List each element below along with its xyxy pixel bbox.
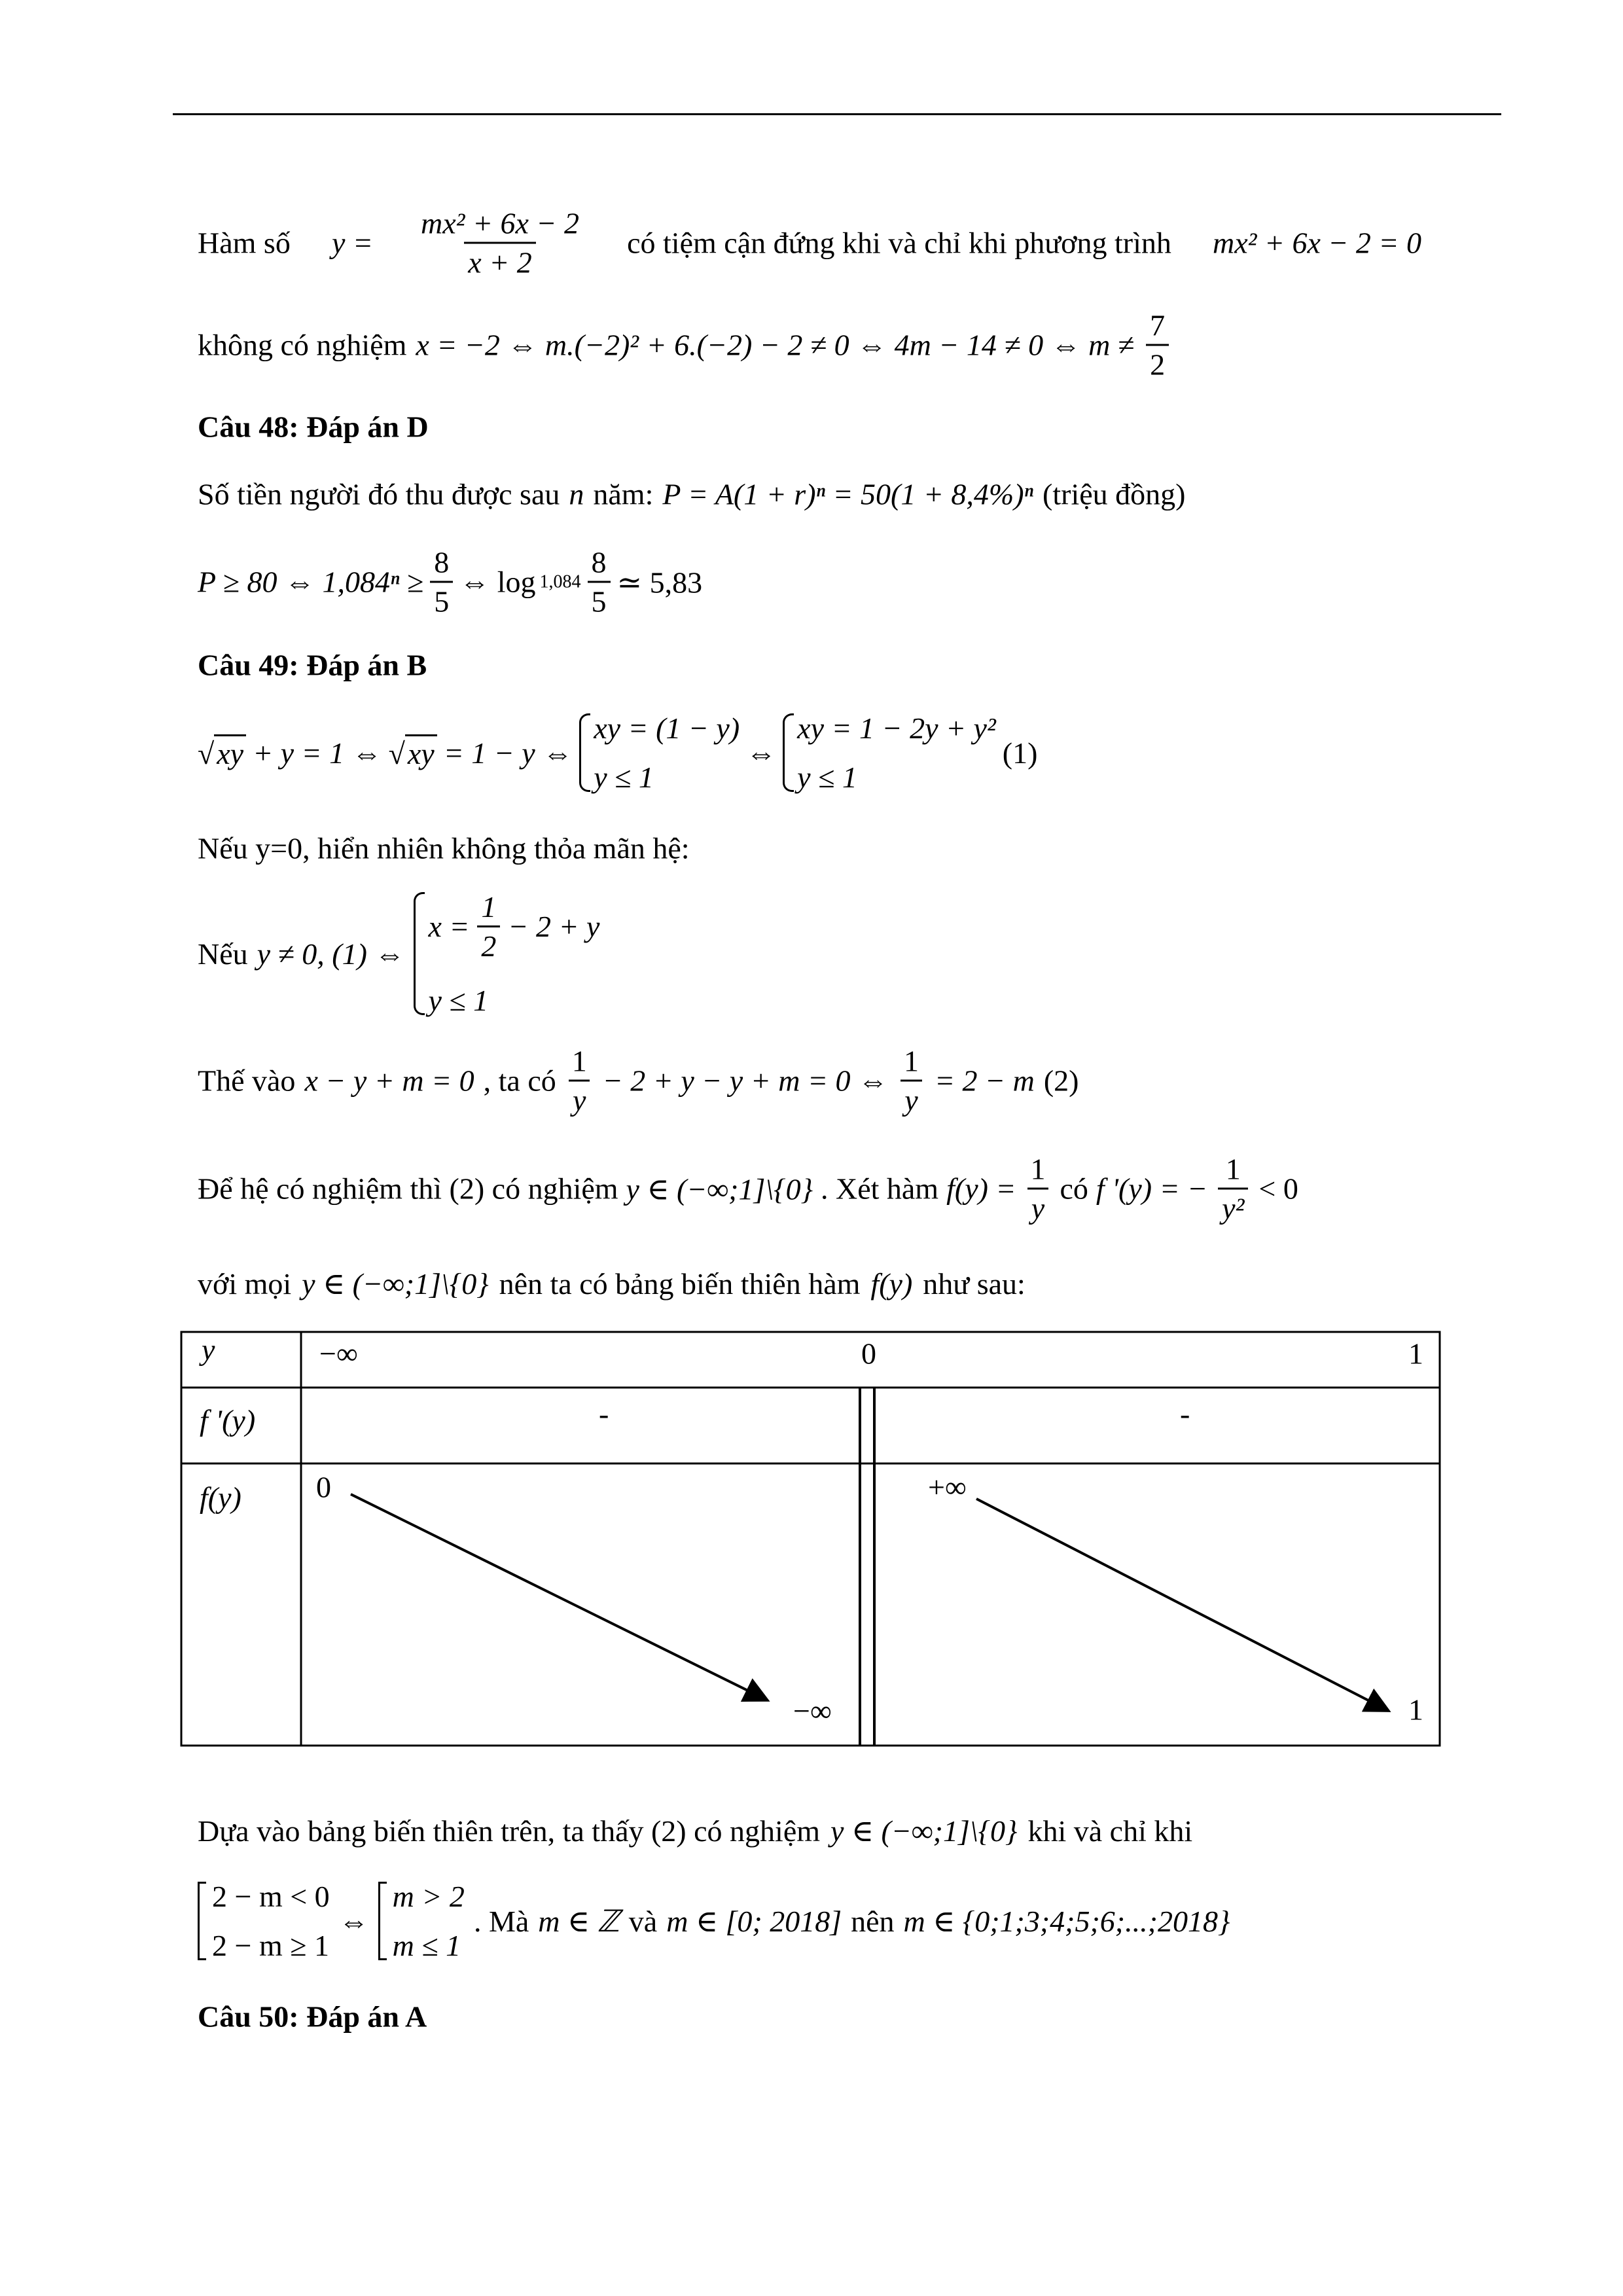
math: P ≥ 80 ⇔ 1,084ⁿ ≥ — [198, 565, 424, 599]
table-sign-1: - — [599, 1397, 609, 1431]
math: ⇔ — [338, 1904, 369, 1938]
table-y-one: 1 — [1408, 1336, 1423, 1371]
denominator: y — [901, 1080, 921, 1118]
sqrt: √ xy — [389, 734, 437, 771]
text: Để hệ có nghiệm thì (2) có nghiệm — [198, 1172, 618, 1206]
text: năm: — [593, 477, 654, 511]
text: Dựa vào bảng biến thiên trên, ta thấy (2) có nghiệm — [198, 1814, 821, 1848]
text: có tiệm cận đứng khi và chỉ khi phương trình — [627, 226, 1171, 260]
numerator: 8 — [591, 545, 607, 579]
math: P = A(1 + r)ⁿ = 50(1 + 8,4%)ⁿ — [662, 477, 1034, 511]
math: y = — [331, 226, 373, 260]
table-y-zero: 0 — [861, 1336, 876, 1371]
numerator: 1 — [1030, 1152, 1046, 1186]
system-row: y ≤ 1 — [428, 984, 489, 1017]
math: y ∈ (−∞;1]\{0} — [302, 1267, 489, 1300]
text: Số tiền người đó thu được sau — [198, 477, 560, 511]
equation-tag: (1) — [1002, 736, 1038, 770]
table-sign-2: - — [1180, 1397, 1190, 1431]
math: y ≠ 0, (1) ⇔ — [257, 937, 405, 971]
denominator: y² — [1218, 1188, 1248, 1226]
numerator: 1 — [904, 1044, 919, 1078]
system-row: y ≤ 1 — [797, 761, 857, 794]
math: + y = 1 ⇔ — [253, 736, 382, 770]
denominator: 2 — [477, 925, 500, 963]
denominator: y — [569, 1080, 590, 1118]
line-conclusion — [198, 1879, 1230, 1963]
math: m ∈ {0;1;3;4;5;6;...;2018} — [903, 1905, 1230, 1938]
denominator: 2 — [1146, 344, 1169, 382]
table-label-f: f(y) — [200, 1480, 241, 1515]
math: − 2 + y — [508, 910, 600, 943]
heading-cau-49: Câu 49: Đáp án B — [198, 648, 427, 682]
math: < 0 — [1258, 1172, 1298, 1206]
math: f(y) = — [946, 1172, 1016, 1206]
decreasing-arrow-2 — [976, 1499, 1389, 1711]
text: Nếu — [198, 937, 248, 971]
bracket-row: m > 2 — [392, 1880, 465, 1913]
numerator: 1 — [1225, 1152, 1241, 1186]
table-y-neg-inf: −∞ — [319, 1336, 358, 1371]
numerator: 1 — [481, 890, 497, 924]
math: − 2 + y − y + m = 0 ⇔ — [602, 1064, 889, 1098]
math: x − y + m = 0 — [304, 1064, 474, 1098]
math: m ∈ ℤ — [538, 1905, 620, 1938]
math: y ∈ (−∞;1]\{0} — [830, 1814, 1018, 1848]
math: x = −2 ⇔ m.(−2)² + 6.(−2) − 2 ≠ 0 ⇔ 4m − 14 ≠ 0 ⇔ m ≠ — [416, 328, 1135, 362]
bracket-2 — [378, 1879, 465, 1963]
bracket-row: 2 − m < 0 — [212, 1880, 330, 1913]
denominator: 5 — [430, 581, 453, 619]
system-row: xy = 1 − 2y + y² — [797, 711, 996, 745]
table-f-neg-inf: −∞ — [793, 1694, 832, 1728]
system-row: xy = (1 − y) — [594, 711, 740, 745]
text: có — [1060, 1172, 1088, 1206]
text: . Xét hàm — [820, 1172, 939, 1206]
math: f(y) — [870, 1266, 913, 1300]
math: x = — [428, 910, 470, 943]
radicand: xy — [214, 734, 246, 771]
text: với mọi — [198, 1266, 292, 1300]
text: không có nghiệm — [198, 328, 407, 362]
bracket-row: m ≤ 1 — [392, 1929, 461, 1962]
bracket-row: 2 − m ≥ 1 — [212, 1929, 329, 1962]
line-y-zero: Nếu y=0, hiển nhiên không thỏa mãn hệ: — [198, 831, 690, 865]
table-label-fprime: f '(y) — [200, 1403, 256, 1437]
numerator: 1 — [571, 1044, 587, 1078]
line-based-on-table — [198, 1813, 1192, 1848]
text: (triệu đồng) — [1043, 477, 1186, 511]
numerator: 8 — [434, 545, 450, 579]
math: = 1 − y ⇔ — [443, 736, 573, 770]
decreasing-arrow-1 — [351, 1494, 768, 1700]
math: ⇔ log — [459, 565, 536, 599]
math: m ∈ [0; 2018] — [666, 1905, 842, 1938]
math: f '(y) = − — [1096, 1172, 1208, 1206]
table-label-y: y — [202, 1333, 215, 1367]
system-row: y ≤ 1 — [594, 761, 654, 794]
text: như sau: — [923, 1266, 1026, 1300]
denominator: y — [1027, 1188, 1048, 1226]
table-f-one: 1 — [1408, 1693, 1423, 1727]
text: nên ta có bảng biến thiên hàm — [499, 1266, 861, 1300]
table-f-pos-inf: +∞ — [928, 1470, 967, 1504]
denominator: x + 2 — [464, 242, 535, 280]
numerator: mx² + 6x − 2 — [421, 206, 579, 240]
radicand: xy — [405, 734, 437, 771]
text: , ta có — [483, 1064, 556, 1098]
text: và — [628, 1904, 658, 1938]
math: ≃ 5,83 — [616, 565, 703, 599]
math: ⇔ — [746, 736, 777, 770]
text: Thế vào — [198, 1064, 296, 1098]
math: mx² + 6x − 2 = 0 — [1213, 226, 1421, 260]
text: khi và chỉ khi — [1027, 1814, 1193, 1848]
math: n — [569, 477, 584, 511]
text: . Mà — [473, 1904, 529, 1938]
math: = 2 − m — [935, 1064, 1035, 1098]
math: y ∈ (−∞;1]\{0} — [626, 1172, 813, 1206]
equation-tag: (2) — [1043, 1064, 1079, 1098]
sqrt: √ xy — [198, 734, 246, 771]
numerator: 7 — [1150, 308, 1166, 342]
table-f-zero: 0 — [316, 1470, 331, 1504]
heading-cau-48: Câu 48: Đáp án D — [198, 410, 429, 444]
bracket-1 — [198, 1879, 330, 1963]
denominator: 5 — [588, 581, 611, 619]
text: Hàm số — [198, 226, 291, 260]
heading-cau-50: Câu 50: Đáp án A — [198, 2000, 427, 2034]
log-base: 1,084 — [539, 571, 581, 592]
text: nên — [851, 1904, 895, 1938]
